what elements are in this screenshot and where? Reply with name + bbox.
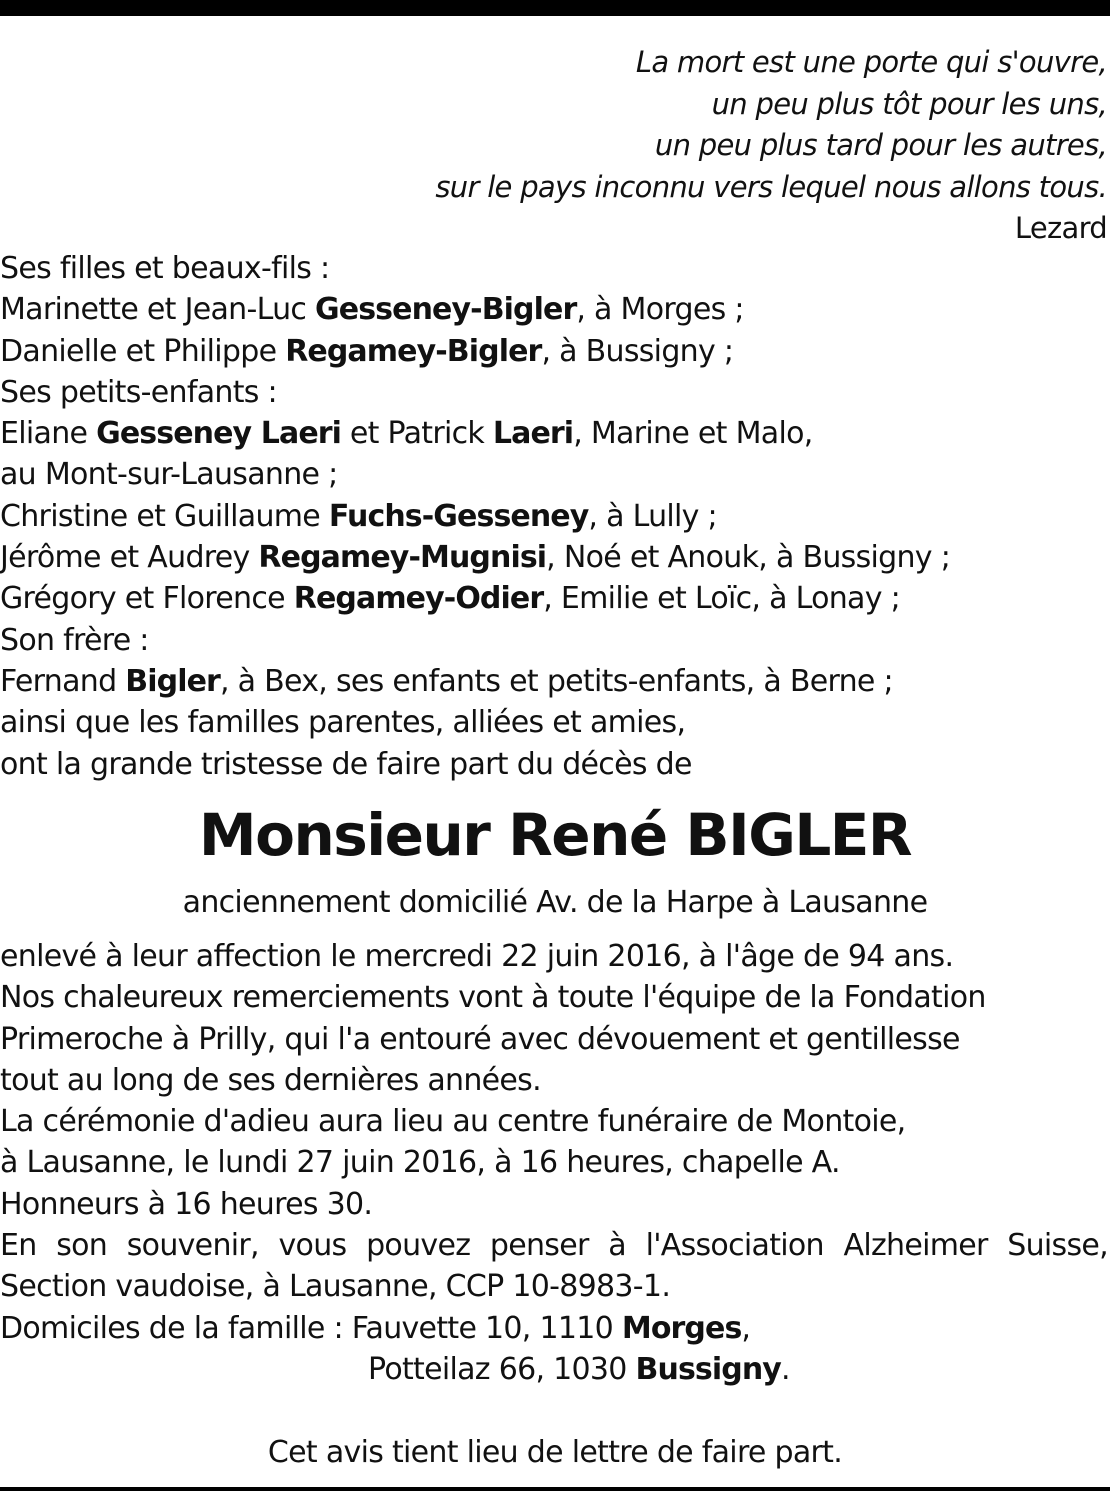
deceased-name: Monsieur René BIGLER	[198, 801, 912, 869]
quote-line: un peu plus tard pour les autres,	[654, 128, 1107, 162]
word: son	[56, 1228, 108, 1264]
word: l'Association	[645, 1228, 824, 1264]
quote-line: sur le pays inconnu vers lequel nous allons tous.	[435, 169, 1107, 204]
entry-text: Danielle et Philippe	[0, 333, 286, 369]
entry-surname: Fuchs-Gesseney	[328, 498, 589, 534]
family-list	[0, 248, 950, 785]
detail-line: Primeroche à Prilly, qui l'a entouré avec dévouement et gentillesse	[0, 1021, 960, 1057]
entry-text: Eliane	[0, 416, 97, 452]
entry-surname: Laeri	[492, 416, 574, 452]
donation-line	[0, 1225, 1108, 1266]
detail-line: à Lausanne, le lundi 27 juin 2016, à 16 heures, chapelle A.	[0, 1145, 840, 1181]
family-entry	[0, 413, 950, 454]
family-address	[0, 1349, 1108, 1390]
grandchildren-heading: Ses petits-enfants :	[0, 374, 277, 410]
entry-text: Fernand	[0, 663, 126, 699]
entry-text: , à Bussigny ;	[541, 333, 734, 369]
entry-text: , à Morges ;	[576, 292, 744, 328]
family-entry	[0, 537, 950, 578]
address-text: Potteilaz 66, 1030	[368, 1351, 636, 1387]
detail-line: La cérémonie d'adieu aura lieu au centre funéraire de Montoie,	[0, 1104, 906, 1140]
entry-text: Grégory et Florence	[0, 581, 294, 617]
detail-line: Honneurs à 16 heures 30.	[0, 1186, 373, 1222]
detail-line: Section vaudoise, à Lausanne, CCP 10-8983-1.	[0, 1269, 671, 1305]
notice-details	[0, 936, 1108, 1390]
epigraph-quote	[207, 42, 1107, 250]
daughters-heading: Ses filles et beaux-fils :	[0, 251, 330, 286]
bottom-border	[0, 1487, 1110, 1491]
word: Alzheimer	[843, 1228, 988, 1264]
family-closing: ont la grande tristesse de faire part du décès de	[0, 746, 692, 782]
word: souvenir,	[126, 1228, 259, 1264]
address-text: Domiciles de la famille : Fauvette 10, 1110	[0, 1310, 622, 1346]
word: pouvez	[366, 1228, 471, 1264]
entry-text: , à Bex, ses enfants et petits-enfants, à Berne ;	[219, 663, 893, 699]
closing-note: Cet avis tient lieu de lettre de faire part.	[267, 1435, 843, 1470]
quote-line: un peu plus tôt pour les uns,	[711, 86, 1107, 121]
deceased-domicile: anciennement domicilié Av. de la Harpe à Lausanne	[182, 885, 928, 920]
entry-surname: Gesseney-Bigler	[315, 292, 577, 328]
family-entry	[0, 578, 950, 619]
family-entry	[0, 661, 950, 702]
entry-text: , Noé et Anouk, à Bussigny ;	[546, 540, 951, 576]
word: vous	[278, 1228, 347, 1264]
detail-line: Nos chaleureux remerciements vont à toute l'équipe de la Fondation	[0, 980, 986, 1016]
brother-heading: Son frère :	[0, 622, 149, 658]
entry-text: Jérôme et Audrey	[0, 540, 259, 576]
entry-surname: Gesseney Laeri	[96, 416, 342, 452]
entry-surname: Bigler	[125, 663, 220, 699]
address-text: ,	[741, 1310, 751, 1346]
address-town: Morges	[621, 1310, 742, 1346]
entry-text: Christine et Guillaume	[0, 498, 329, 534]
family-address	[0, 1308, 1108, 1349]
entry-surname: Regamey-Mugnisi	[258, 540, 547, 576]
entry-text: , Emilie et Loïc, à Lonay ;	[543, 581, 901, 617]
word: penser	[489, 1228, 589, 1264]
family-closing: ainsi que les familles parentes, alliées et amies,	[0, 705, 686, 741]
entry-surname: Regamey-Odier	[293, 581, 544, 617]
word: En	[0, 1228, 37, 1264]
quote-line: La mort est une porte qui s'ouvre,	[635, 45, 1107, 79]
word: Suisse,	[1007, 1228, 1108, 1264]
address-text: .	[780, 1351, 790, 1387]
word: à	[608, 1228, 626, 1264]
quote-author: Lezard	[1014, 211, 1107, 245]
family-entry	[0, 496, 950, 537]
family-entry	[0, 331, 950, 372]
entry-text: , Marine et Malo,	[573, 416, 813, 452]
detail-line: enlevé à leur affection le mercredi 22 juin 2016, à l'âge de 94 ans.	[0, 939, 954, 974]
address-town: Bussigny	[635, 1351, 781, 1387]
entry-text: Marinette et Jean-Luc	[0, 292, 316, 328]
entry-text: et Patrick	[341, 416, 493, 452]
top-border	[0, 0, 1110, 16]
detail-line: tout au long de ses dernières années.	[0, 1062, 541, 1098]
family-entry-continued: au Mont-sur-Lausanne ;	[0, 457, 338, 493]
entry-surname: Regamey-Bigler	[285, 333, 542, 369]
family-entry	[0, 289, 950, 330]
entry-text: , à Lully ;	[588, 498, 717, 534]
